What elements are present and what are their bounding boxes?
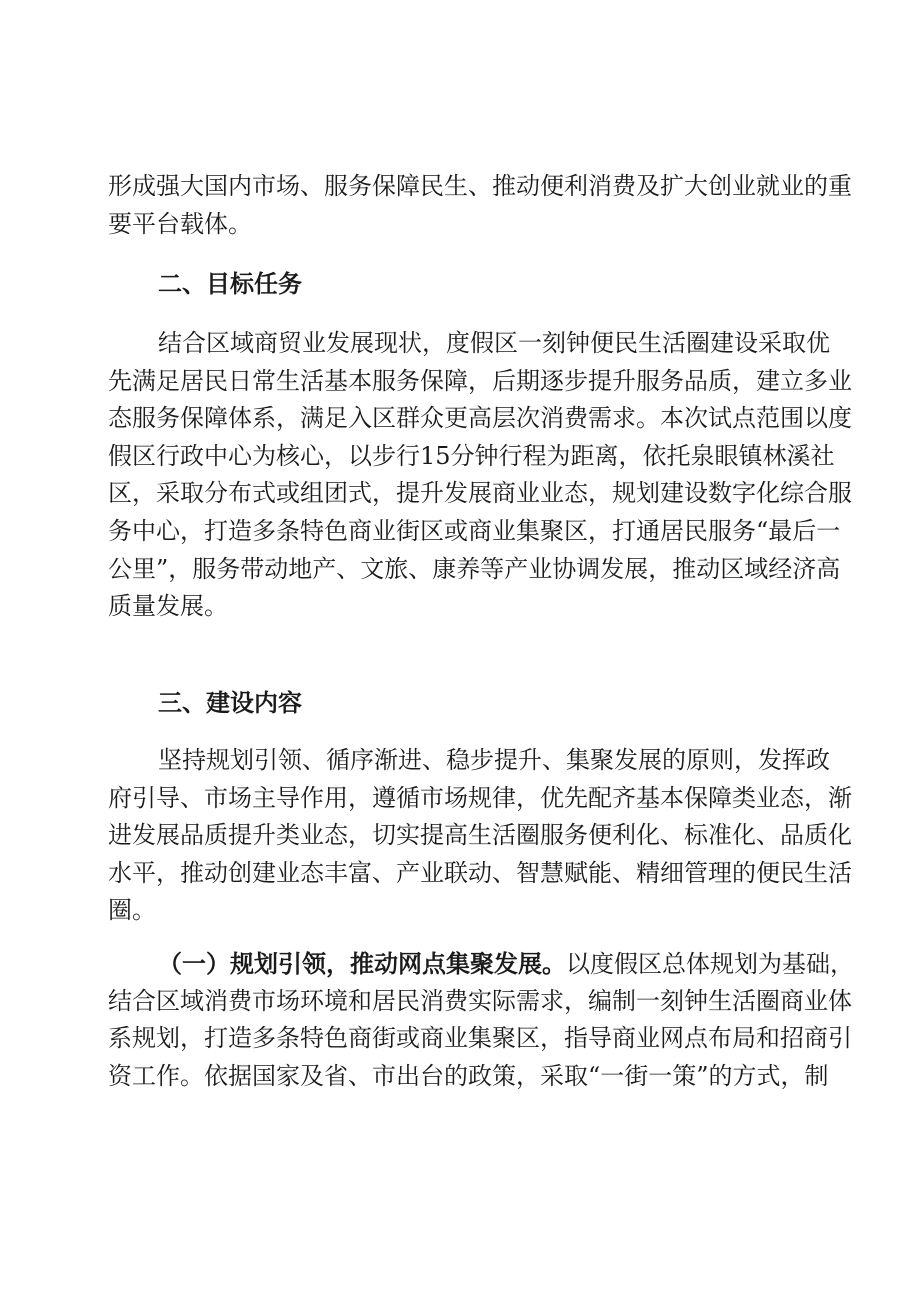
text-line: 坚持规划引领、循序渐进、稳步提升、集聚发展的原则，发挥政 (158, 746, 830, 774)
text-line: 结合区域商贸业发展现状，度假区一刻钟便民生活圈建设采取优 (158, 329, 830, 357)
text-line: 进发展品质提升类业态，切实提高生活圈服务便利化、标准化、品质化 (108, 821, 852, 850)
text-line: 水平，推动创建业态丰富、产业联动、智慧赋能、精细管理的便民生活 (108, 858, 852, 887)
text-line: 资工作。依据国家及省、市出台的政策，采取“一街一策”的方式，制 (108, 1061, 829, 1090)
text-line: 系规划，打造多条特色商街或商业集聚区，指导商业网点布局和招商引 (108, 1024, 852, 1053)
text-line: 府引导、市场主导作用，遵循市场规律，优先配齐基本保障类业态，渐 (108, 783, 852, 812)
subsection-heading: （一）规划引领，推动网点集聚发展。 (158, 949, 566, 978)
text-line: 假区行政中心为核心，以步行15分钟行程为距离，依托泉眼镇林溪社 (108, 441, 835, 470)
subsection-paragraph (108, 945, 854, 1095)
text-run: 以度假区总体规划为基础， (566, 950, 854, 978)
text-line: 公里”，服务带动地产、文旅、康养等产业协调发展，推动区域经济高 (108, 554, 841, 583)
text-line: 态服务保障体系，满足入区群众更高层次消费需求。本次试点范围以度 (108, 404, 852, 433)
text-line: 圈。 (108, 896, 156, 925)
continuation-paragraph (108, 168, 852, 243)
text-line (108, 945, 854, 983)
text-line: 先满足居民日常生活基本服务保障，后期逐步提升服务品质，建立多业 (108, 366, 852, 395)
section-heading-goals: 二、目标任务 (158, 269, 302, 298)
goals-paragraph (108, 325, 852, 626)
text-line: 形成强大国内市场、服务保障民生、推动便利消费及扩大创业就业的重 (108, 172, 852, 200)
content-paragraph (108, 742, 852, 930)
text-line: 区，采取分布式或组团式，提升发展商业业态，规划建设数字化综合服 (108, 479, 852, 508)
text-line: 质量发展。 (108, 592, 228, 621)
text-line: 要平台载体。 (108, 209, 252, 238)
section-heading-content: 三、建设内容 (158, 688, 302, 717)
text-line: 结合区域消费市场环境和居民消费实际需求，编制一刻钟生活圈商业体 (108, 986, 852, 1015)
text-line: 务中心，打造多条特色商业街区或商业集聚区，打通居民服务“最后一 (108, 516, 841, 545)
